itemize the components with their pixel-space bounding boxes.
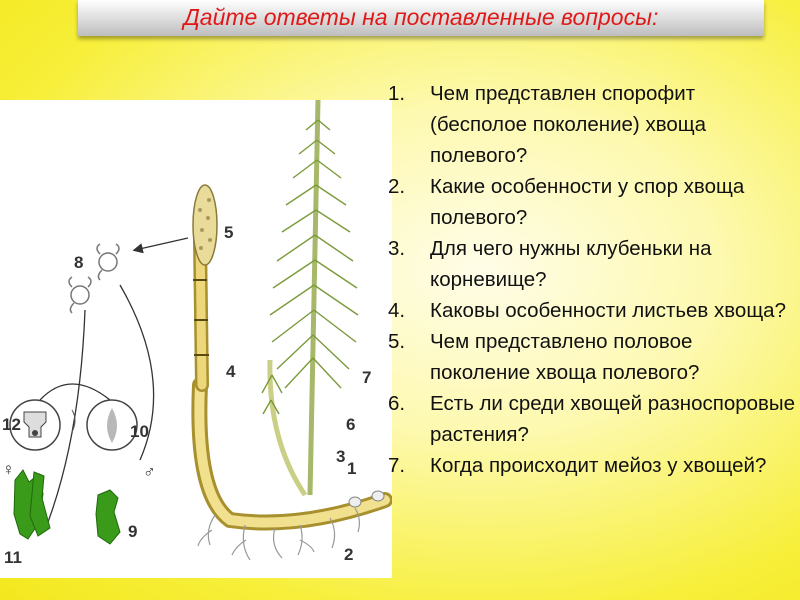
question-item: 5. Чем представлено половое поколение хвоща полевого? (388, 330, 700, 384)
question-item: 6. Есть ли среди хвощей разноспоровые растения? (388, 392, 796, 446)
label-9: 9 (128, 522, 138, 541)
label-8: 8 (74, 253, 84, 272)
label-5: 5 (224, 223, 234, 242)
slide-title: Дайте ответы на поставленные вопросы: (183, 4, 659, 30)
female-symbol: ♀ (2, 460, 15, 479)
question-item: 2. Какие особенности у спор хвоща полевого? (388, 175, 745, 229)
question-item: 1. Чем представлен спорофит (бесполое поколение) хвоща полевого? (388, 82, 707, 167)
question-item: 3. Для чего нужны клубеньки на корневище? (388, 237, 712, 291)
label-7: 7 (362, 368, 372, 387)
label-6: 6 (346, 415, 356, 434)
label-4: 4 (226, 362, 236, 381)
horsetail-diagram (0, 100, 392, 578)
question-item: 4. Каковы особенности листьев хвоща? (388, 299, 786, 322)
questions-list (388, 78, 796, 481)
label-2: 2 (344, 545, 354, 564)
label-12: 12 (2, 415, 21, 434)
question-item: 7. Когда происходит мейоз у хвощей? (388, 454, 767, 477)
label-10: 10 (130, 422, 149, 441)
title-bar (78, 0, 764, 36)
male-symbol: ♂ (143, 462, 156, 481)
label-11: 11 (4, 548, 22, 567)
label-1: 1 (347, 459, 357, 478)
label-3: 3 (336, 447, 346, 466)
